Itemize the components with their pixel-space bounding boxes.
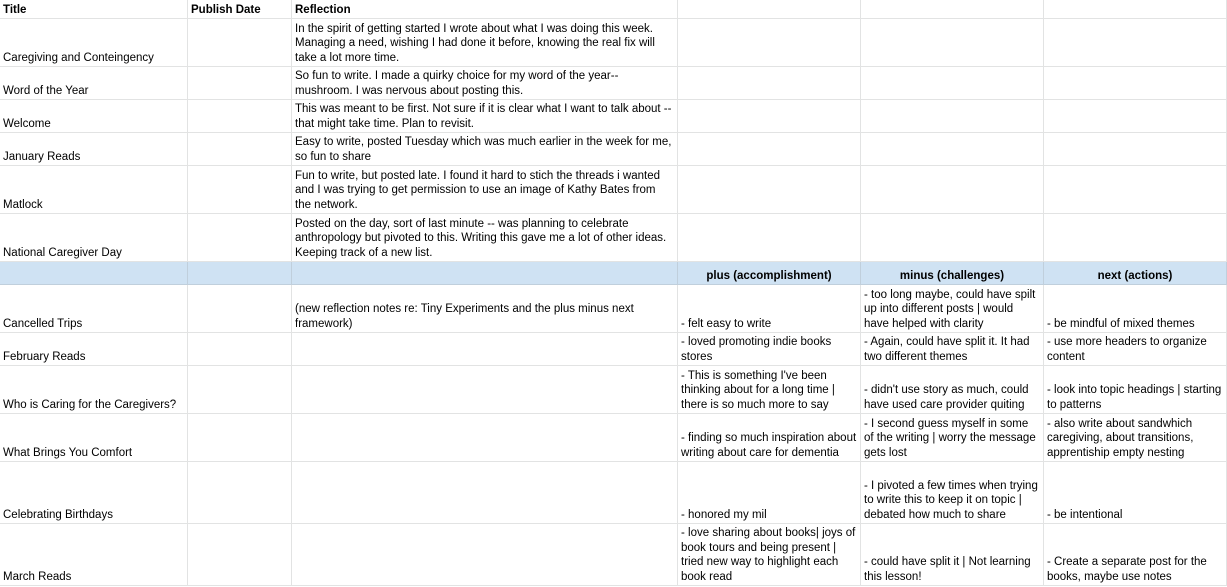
table-row — [0, 462, 1227, 524]
minus-cell[interactable] — [861, 166, 1044, 214]
publish-date-cell[interactable] — [188, 19, 292, 67]
next-cell[interactable]: - be mindful of mixed themes — [1044, 285, 1227, 333]
title-cell[interactable]: National Caregiver Day — [0, 214, 188, 262]
publish-date-cell[interactable] — [188, 214, 292, 262]
title-cell[interactable]: Cancelled Trips — [0, 285, 188, 333]
table-row — [0, 414, 1227, 462]
reflection-cell[interactable]: Fun to write, but posted late. I found it hard to stich the threads i wanted and I was trying to get permission to use an image of Kathy Bates from the network. — [292, 166, 678, 214]
table-row — [0, 19, 1227, 67]
table-row — [0, 524, 1227, 586]
header-cell-empty[interactable] — [1044, 0, 1227, 19]
band-cell-empty[interactable] — [188, 262, 292, 285]
table-row — [0, 133, 1227, 166]
publish-date-cell[interactable] — [188, 285, 292, 333]
table-row — [0, 100, 1227, 133]
next-cell[interactable] — [1044, 166, 1227, 214]
next-cell[interactable]: - also write about sandwhich caregiving, about transitions, apprentiship empty nesting — [1044, 414, 1227, 462]
next-cell[interactable]: - use more headers to organize content — [1044, 333, 1227, 366]
next-cell[interactable] — [1044, 100, 1227, 133]
next-cell[interactable] — [1044, 133, 1227, 166]
minus-cell[interactable]: - Again, could have split it. It had two different themes — [861, 333, 1044, 366]
minus-cell[interactable] — [861, 100, 1044, 133]
reflection-cell[interactable] — [292, 462, 678, 524]
minus-cell[interactable]: - I pivoted a few times when trying to write this to keep it on topic | debated how much to share — [861, 462, 1044, 524]
publish-date-cell[interactable] — [188, 133, 292, 166]
plus-cell[interactable]: - This is something I've been thinking about for a long time | there is so much more to say — [678, 366, 861, 414]
next-cell[interactable]: - be intentional — [1044, 462, 1227, 524]
header-cell-empty[interactable] — [861, 0, 1044, 19]
title-cell[interactable]: February Reads — [0, 333, 188, 366]
plus-cell[interactable] — [678, 67, 861, 100]
reflection-cell[interactable]: Easy to write, posted Tuesday which was much earlier in the week for me, so fun to share — [292, 133, 678, 166]
table-row — [0, 166, 1227, 214]
header-row — [0, 0, 1227, 19]
title-cell[interactable]: What Brings You Comfort — [0, 414, 188, 462]
band-cell-empty[interactable] — [0, 262, 188, 285]
minus-cell[interactable]: - too long maybe, could have spilt up into different posts | would have helped with clarity — [861, 285, 1044, 333]
title-cell[interactable]: Celebrating Birthdays — [0, 462, 188, 524]
reflection-cell[interactable]: Posted on the day, sort of last minute -- was planning to celebrate anthropology but pivoted to this. Writing this gave me a lot of other ideas. Keeping track of a new list. — [292, 214, 678, 262]
publish-date-cell[interactable] — [188, 100, 292, 133]
minus-cell[interactable]: - could have split it | Not learning this lesson! — [861, 524, 1044, 586]
title-cell[interactable]: Word of the Year — [0, 67, 188, 100]
publish-date-cell[interactable] — [188, 414, 292, 462]
reflection-cell[interactable]: (new reflection notes re: Tiny Experiments and the plus minus next framework) — [292, 285, 678, 333]
publish-date-cell[interactable] — [188, 67, 292, 100]
minus-cell[interactable]: - I second guess myself in some of the writing | worry the message gets lost — [861, 414, 1044, 462]
header-cell-next[interactable]: next (actions) — [1044, 262, 1227, 285]
table-row — [0, 366, 1227, 414]
reflection-cell[interactable]: In the spirit of getting started I wrote about what I was doing this week. Managing a need, wishing I had done it before, knowing the real fix will take a lot more time. — [292, 19, 678, 67]
table-row — [0, 67, 1227, 100]
plus-cell[interactable]: - felt easy to write — [678, 285, 861, 333]
table-row — [0, 285, 1227, 333]
plus-cell[interactable] — [678, 166, 861, 214]
publish-date-cell[interactable] — [188, 166, 292, 214]
header-cell-reflection[interactable]: Reflection — [292, 0, 678, 19]
table-row — [0, 333, 1227, 366]
minus-cell[interactable] — [861, 67, 1044, 100]
plus-cell[interactable]: - honored my mil — [678, 462, 861, 524]
next-cell[interactable] — [1044, 19, 1227, 67]
plus-cell[interactable] — [678, 133, 861, 166]
framework-header-row — [0, 262, 1227, 285]
next-cell[interactable] — [1044, 67, 1227, 100]
title-cell[interactable]: Welcome — [0, 100, 188, 133]
table-row — [0, 214, 1227, 262]
reflection-cell[interactable]: This was meant to be first. Not sure if it is clear what I want to talk about -- that might take time. Plan to revisit. — [292, 100, 678, 133]
minus-cell[interactable] — [861, 19, 1044, 67]
title-cell[interactable]: Matlock — [0, 166, 188, 214]
publish-date-cell[interactable] — [188, 462, 292, 524]
reflection-cell[interactable] — [292, 524, 678, 586]
header-cell-empty[interactable] — [678, 0, 861, 19]
minus-cell[interactable] — [861, 214, 1044, 262]
band-cell-empty[interactable] — [292, 262, 678, 285]
plus-cell[interactable]: - finding so much inspiration about writing about care for dementia — [678, 414, 861, 462]
minus-cell[interactable] — [861, 133, 1044, 166]
reflection-cell[interactable] — [292, 333, 678, 366]
title-cell[interactable]: January Reads — [0, 133, 188, 166]
header-cell-minus[interactable]: minus (challenges) — [861, 262, 1044, 285]
header-cell-plus[interactable]: plus (accomplishment) — [678, 262, 861, 285]
reflection-cell[interactable] — [292, 366, 678, 414]
header-cell-publish-date[interactable]: Publish Date — [188, 0, 292, 19]
publish-date-cell[interactable] — [188, 333, 292, 366]
plus-cell[interactable] — [678, 100, 861, 133]
plus-cell[interactable] — [678, 214, 861, 262]
next-cell[interactable] — [1044, 214, 1227, 262]
publish-date-cell[interactable] — [188, 366, 292, 414]
title-cell[interactable]: Who is Caring for the Caregivers? — [0, 366, 188, 414]
next-cell[interactable]: - Create a separate post for the books, maybe use notes — [1044, 524, 1227, 586]
header-cell-title[interactable]: Title — [0, 0, 188, 19]
reflection-cell[interactable] — [292, 414, 678, 462]
plus-cell[interactable]: - loved promoting indie books stores — [678, 333, 861, 366]
next-cell[interactable]: - look into topic headings | starting to patterns — [1044, 366, 1227, 414]
publish-date-cell[interactable] — [188, 524, 292, 586]
minus-cell[interactable]: - didn't use story as much, could have used care provider quiting — [861, 366, 1044, 414]
title-cell[interactable]: March Reads — [0, 524, 188, 586]
plus-cell[interactable] — [678, 19, 861, 67]
plus-cell[interactable]: - love sharing about books| joys of book tours and being present | tried new way to highlight each book read — [678, 524, 861, 586]
reflection-cell[interactable]: So fun to write. I made a quirky choice for my word of the year--mushroom. I was nervous about posting this. — [292, 67, 678, 100]
title-cell[interactable]: Caregiving and Conteingency — [0, 19, 188, 67]
